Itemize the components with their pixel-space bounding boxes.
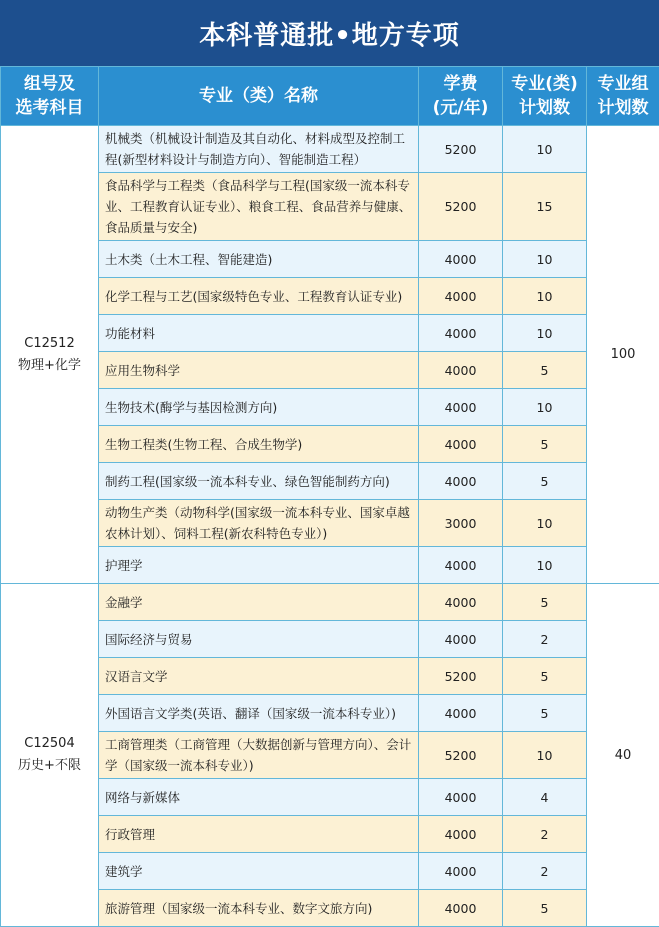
tuition-value: 3000: [419, 500, 503, 547]
major-name: 制药工程(国家级一流本科专业、绿色智能制药方向): [99, 463, 419, 500]
major-name: 汉语言文学: [99, 658, 419, 695]
group-cell: [1, 584, 99, 927]
tuition-value: 4000: [419, 890, 503, 927]
header-major-name: 专业（类）名称: [99, 67, 419, 126]
table-row: [1, 278, 659, 315]
plan-value: 10: [503, 315, 587, 352]
header-group-plan-line1: 专业组: [598, 74, 649, 94]
plan-value: 10: [503, 500, 587, 547]
major-name: 工商管理类（工商管理（大数据创新与管理方向）、会计学（国家级一流本科专业）): [99, 732, 419, 779]
header-plan: [503, 67, 587, 126]
plan-value: 5: [503, 352, 587, 389]
group-cell: [1, 126, 99, 584]
major-name: 土木类（土木工程、智能建造): [99, 241, 419, 278]
header-plan-line2: 计划数: [519, 98, 570, 118]
plan-value: 5: [503, 426, 587, 463]
tuition-value: 5200: [419, 732, 503, 779]
tuition-value: 5200: [419, 173, 503, 241]
header-tuition-line1: 学费: [444, 74, 478, 94]
major-name: 行政管理: [99, 816, 419, 853]
plan-value: 5: [503, 463, 587, 500]
table-row: [1, 658, 659, 695]
major-name: 食品科学与工程类（食品科学与工程(国家级一流本科专业、工程教育认证专业）、粮食工程、食品营养与健康、食品质量与安全): [99, 173, 419, 241]
plan-value: 10: [503, 278, 587, 315]
header-group-line2: 选考科目: [16, 98, 84, 118]
tuition-value: 4000: [419, 389, 503, 426]
tuition-value: 4000: [419, 584, 503, 621]
table-row: [1, 352, 659, 389]
tuition-value: 4000: [419, 463, 503, 500]
table-row: [1, 890, 659, 927]
table-row: [1, 621, 659, 658]
plan-value: 4: [503, 779, 587, 816]
table-row: [1, 241, 659, 278]
header-group-plan: [587, 67, 659, 126]
plan-value: 5: [503, 658, 587, 695]
major-name: 动物生产类（动物科学(国家级一流本科专业、国家卓越农林计划）、饲料工程(新农科特色专业）): [99, 500, 419, 547]
group-code: C12512: [24, 336, 74, 351]
plan-value: 5: [503, 695, 587, 732]
table-row: [1, 426, 659, 463]
major-name: 应用生物科学: [99, 352, 419, 389]
plan-value: 10: [503, 126, 587, 173]
tuition-value: 4000: [419, 278, 503, 315]
table-row: [1, 463, 659, 500]
table-row: [1, 500, 659, 547]
table-row: [1, 126, 659, 173]
tuition-value: 4000: [419, 241, 503, 278]
group-total: 40: [587, 584, 659, 927]
table-row: [1, 173, 659, 241]
plan-value: 10: [503, 389, 587, 426]
major-name: 金融学: [99, 584, 419, 621]
table-row: [1, 584, 659, 621]
group-subjects: 历史+不限: [18, 758, 81, 773]
plan-value: 2: [503, 853, 587, 890]
tuition-value: 4000: [419, 547, 503, 584]
major-name: 功能材料: [99, 315, 419, 352]
major-name: 网络与新媒体: [99, 779, 419, 816]
table-row: [1, 389, 659, 426]
major-name: 国际经济与贸易: [99, 621, 419, 658]
table-row: [1, 315, 659, 352]
plan-value: 10: [503, 241, 587, 278]
plan-value: 2: [503, 816, 587, 853]
tuition-value: 4000: [419, 621, 503, 658]
plan-value: 5: [503, 890, 587, 927]
group-subjects: 物理+化学: [18, 358, 81, 373]
plan-value: 15: [503, 173, 587, 241]
group-code: C12504: [24, 736, 74, 751]
tuition-value: 5200: [419, 126, 503, 173]
table-row: [1, 816, 659, 853]
group-total: 100: [587, 126, 659, 584]
header-group-line1: 组号及: [24, 74, 75, 94]
table-row: [1, 547, 659, 584]
plan-value: 2: [503, 621, 587, 658]
tuition-value: 4000: [419, 816, 503, 853]
table-row: [1, 853, 659, 890]
header-group-plan-line2: 计划数: [598, 98, 649, 118]
major-name: 生物技术(酶学与基因检测方向): [99, 389, 419, 426]
major-name: 化学工程与工艺(国家级特色专业、工程教育认证专业): [99, 278, 419, 315]
table-row: [1, 779, 659, 816]
header-group: [1, 67, 99, 126]
major-name: 旅游管理（国家级一流本科专业、数字文旅方向): [99, 890, 419, 927]
plan-value: 10: [503, 547, 587, 584]
tuition-value: 4000: [419, 853, 503, 890]
page-title: 本科普通批•地方专项: [0, 0, 659, 66]
header-plan-line1: 专业(类): [511, 74, 578, 94]
tuition-value: 4000: [419, 426, 503, 463]
major-name: 建筑学: [99, 853, 419, 890]
major-name: 生物工程类(生物工程、合成生物学): [99, 426, 419, 463]
tuition-value: 5200: [419, 658, 503, 695]
header-row: [1, 67, 659, 126]
major-name: 护理学: [99, 547, 419, 584]
table-row: [1, 695, 659, 732]
header-tuition: [419, 67, 503, 126]
tuition-value: 4000: [419, 695, 503, 732]
table-row: [1, 732, 659, 779]
plan-value: 10: [503, 732, 587, 779]
header-tuition-line2: (元/年): [433, 98, 489, 118]
tuition-value: 4000: [419, 779, 503, 816]
major-name: 机械类（机械设计制造及其自动化、材料成型及控制工程(新型材料设计与制造方向）、智能制造工程）: [99, 126, 419, 173]
tuition-value: 4000: [419, 315, 503, 352]
tuition-value: 4000: [419, 352, 503, 389]
enrollment-table: [0, 66, 659, 927]
major-name: 外国语言文学类(英语、翻译（国家级一流本科专业）): [99, 695, 419, 732]
plan-value: 5: [503, 584, 587, 621]
